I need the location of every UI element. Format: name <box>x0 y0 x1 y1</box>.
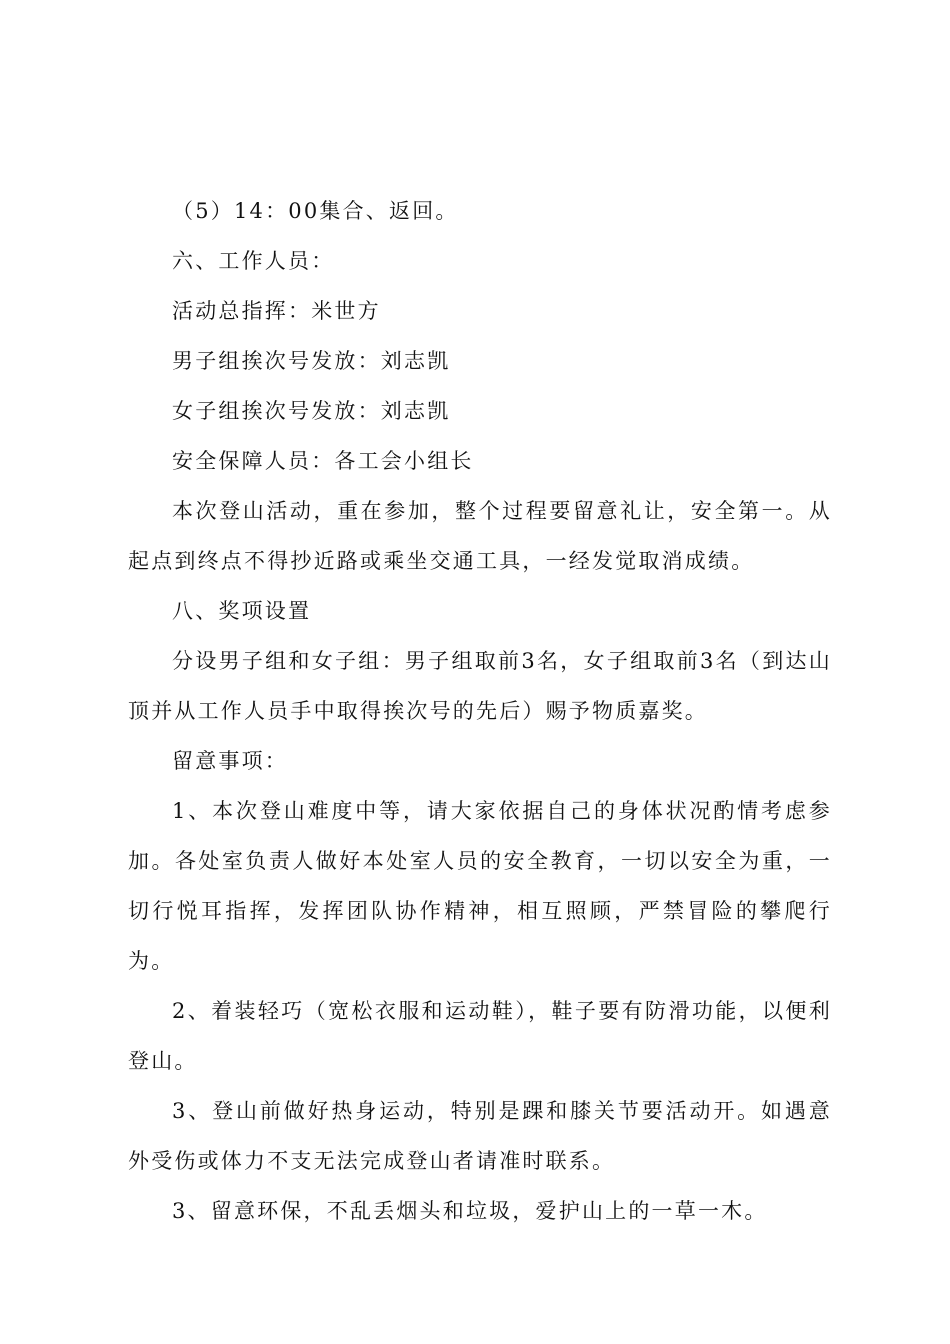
note-item-2: 2、着装轻巧（宽松衣服和运动鞋），鞋子要有防滑功能，以便利登山。 <box>128 999 832 1073</box>
note-item-1: 1、本次登山难度中等，请大家依据自己的身体状况酌情考虑参加。各处室负责人做好本处室人员的安全教育，一切以安全为重，一切行悦耳指挥，发挥团队协作精神，相互照顾，严禁冒险的攀爬行为。 <box>128 799 832 973</box>
note-item-4: 3、留意环保，不乱丢烟头和垃圾，爱护山上的一草一木。 <box>172 1199 768 1223</box>
paragraph-commander: 活动总指挥：米世方 <box>172 299 381 323</box>
heading-notes: 留意事项： <box>172 749 288 773</box>
note-item-3: 3、登山前做好热身运动，特别是踝和膝关节要活动开。如遇意外受伤或体力不支无法完成登山者请准时联系。 <box>128 1099 832 1173</box>
paragraph-awards: 分设男子组和女子组：男子组取前3名，女子组取前3名（到达山顶并从工作人员手中取得挨次号的先后）赐予物质嘉奖。 <box>128 649 832 723</box>
paragraph-women-number-issuer: 女子组挨次号发放：刘志凯 <box>172 399 451 423</box>
document-body <box>128 186 832 1236</box>
paragraph-return-time: （5）14：00集合、返回。 <box>172 199 459 223</box>
paragraph-safety-staff: 安全保障人员：各工会小组长 <box>172 449 474 473</box>
heading-awards: 八、奖项设置 <box>172 599 312 623</box>
paragraph-men-number-issuer: 男子组挨次号发放：刘志凯 <box>172 349 451 373</box>
heading-staff: 六、工作人员： <box>172 249 335 273</box>
paragraph-activity-rules: 本次登山活动，重在参加，整个过程要留意礼让，安全第一。从起点到终点不得抄近路或乘坐交通工具，一经发觉取消成绩。 <box>128 499 832 573</box>
